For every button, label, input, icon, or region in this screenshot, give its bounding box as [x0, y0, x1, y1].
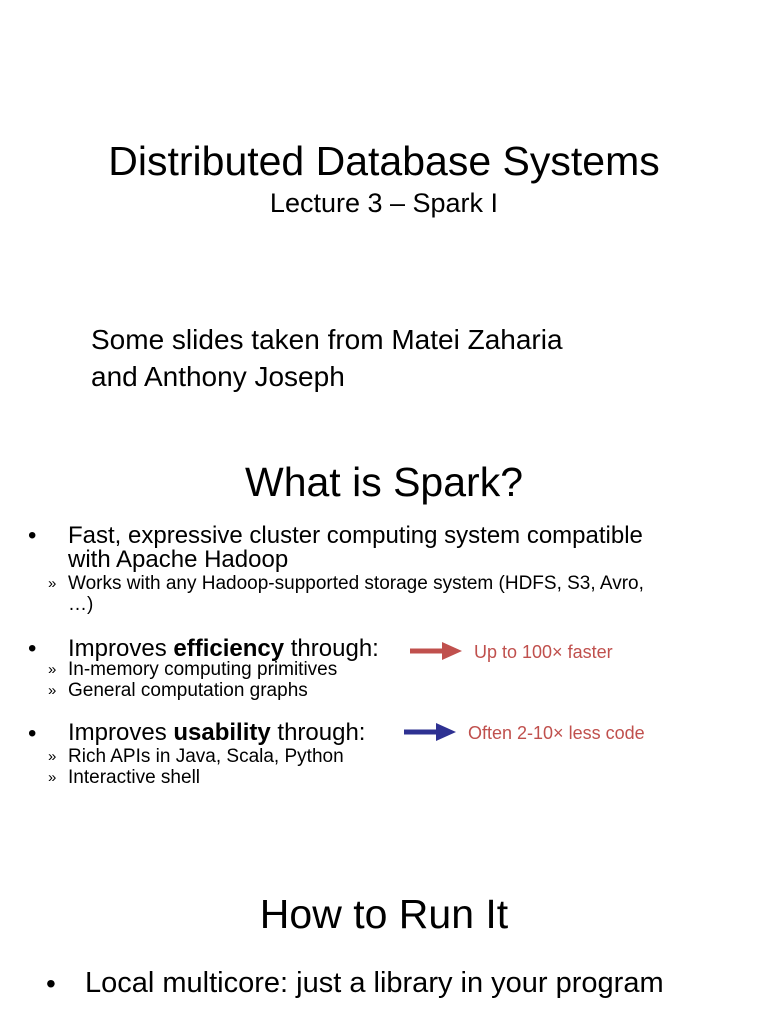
bullet-2-sub-2: General computation graphs [68, 680, 308, 701]
bullet-2-text [68, 636, 379, 661]
bullet-3-sub-1: Rich APIs in Java, Scala, Python [68, 746, 344, 767]
bullet-1-line-2: with Apache Hadoop [68, 546, 289, 573]
efficiency-note: Up to 100× faster [474, 642, 613, 662]
run-slide-title: How to Run It [259, 891, 509, 937]
bullet-marker: • [28, 522, 37, 549]
bullet-1-sub-1-line-1: Works with any Hadoop-supported storage system (HDFS, S3, Avro, [68, 573, 644, 594]
red-arrow-icon [408, 640, 464, 662]
bullet-marker: • [28, 720, 37, 747]
sub-bullet-marker: » [48, 575, 57, 592]
blue-arrow-head [436, 723, 456, 741]
bullet-marker: • [46, 968, 56, 999]
blue-arrow-icon [402, 721, 458, 743]
bullet-3-sub-2: Interactive shell [68, 767, 201, 788]
bullet-marker: • [28, 635, 37, 662]
sub-bullet-marker: » [48, 769, 57, 786]
bullet-3-prefix: Improves [68, 719, 174, 746]
bullet-2-sub-1: In-memory computing primitives [68, 659, 338, 680]
bullet-1-line-1: Fast, expressive cluster computing system compatible [68, 522, 643, 549]
credit-line-2: and Anthony Joseph [91, 361, 345, 392]
sub-bullet-marker: » [48, 661, 57, 678]
run-bullet-1: Local multicore: just a library in your program [85, 967, 664, 999]
bullet-2-prefix: Improves [68, 635, 174, 662]
sub-bullet-marker: » [48, 748, 57, 765]
bullet-3-suffix: through: [270, 719, 366, 746]
slide-subtitle: Lecture 3 – Spark I [269, 188, 499, 218]
bullet-1-sub-1-line-2: …) [68, 594, 94, 615]
usability-note: Often 2-10× less code [468, 723, 645, 743]
bullet-2-suffix: through: [284, 635, 379, 662]
spark-slide-title: What is Spark? [245, 459, 523, 505]
slide-title: Distributed Database Systems [108, 138, 660, 184]
bullet-2-bold: efficiency [173, 635, 285, 662]
bullet-3-bold: usability [173, 719, 271, 746]
bullet-3-text [68, 720, 365, 745]
red-arrow-head [442, 642, 462, 660]
sub-bullet-marker: » [48, 682, 57, 699]
credit-line-1: Some slides taken from Matei Zaharia [91, 324, 563, 355]
